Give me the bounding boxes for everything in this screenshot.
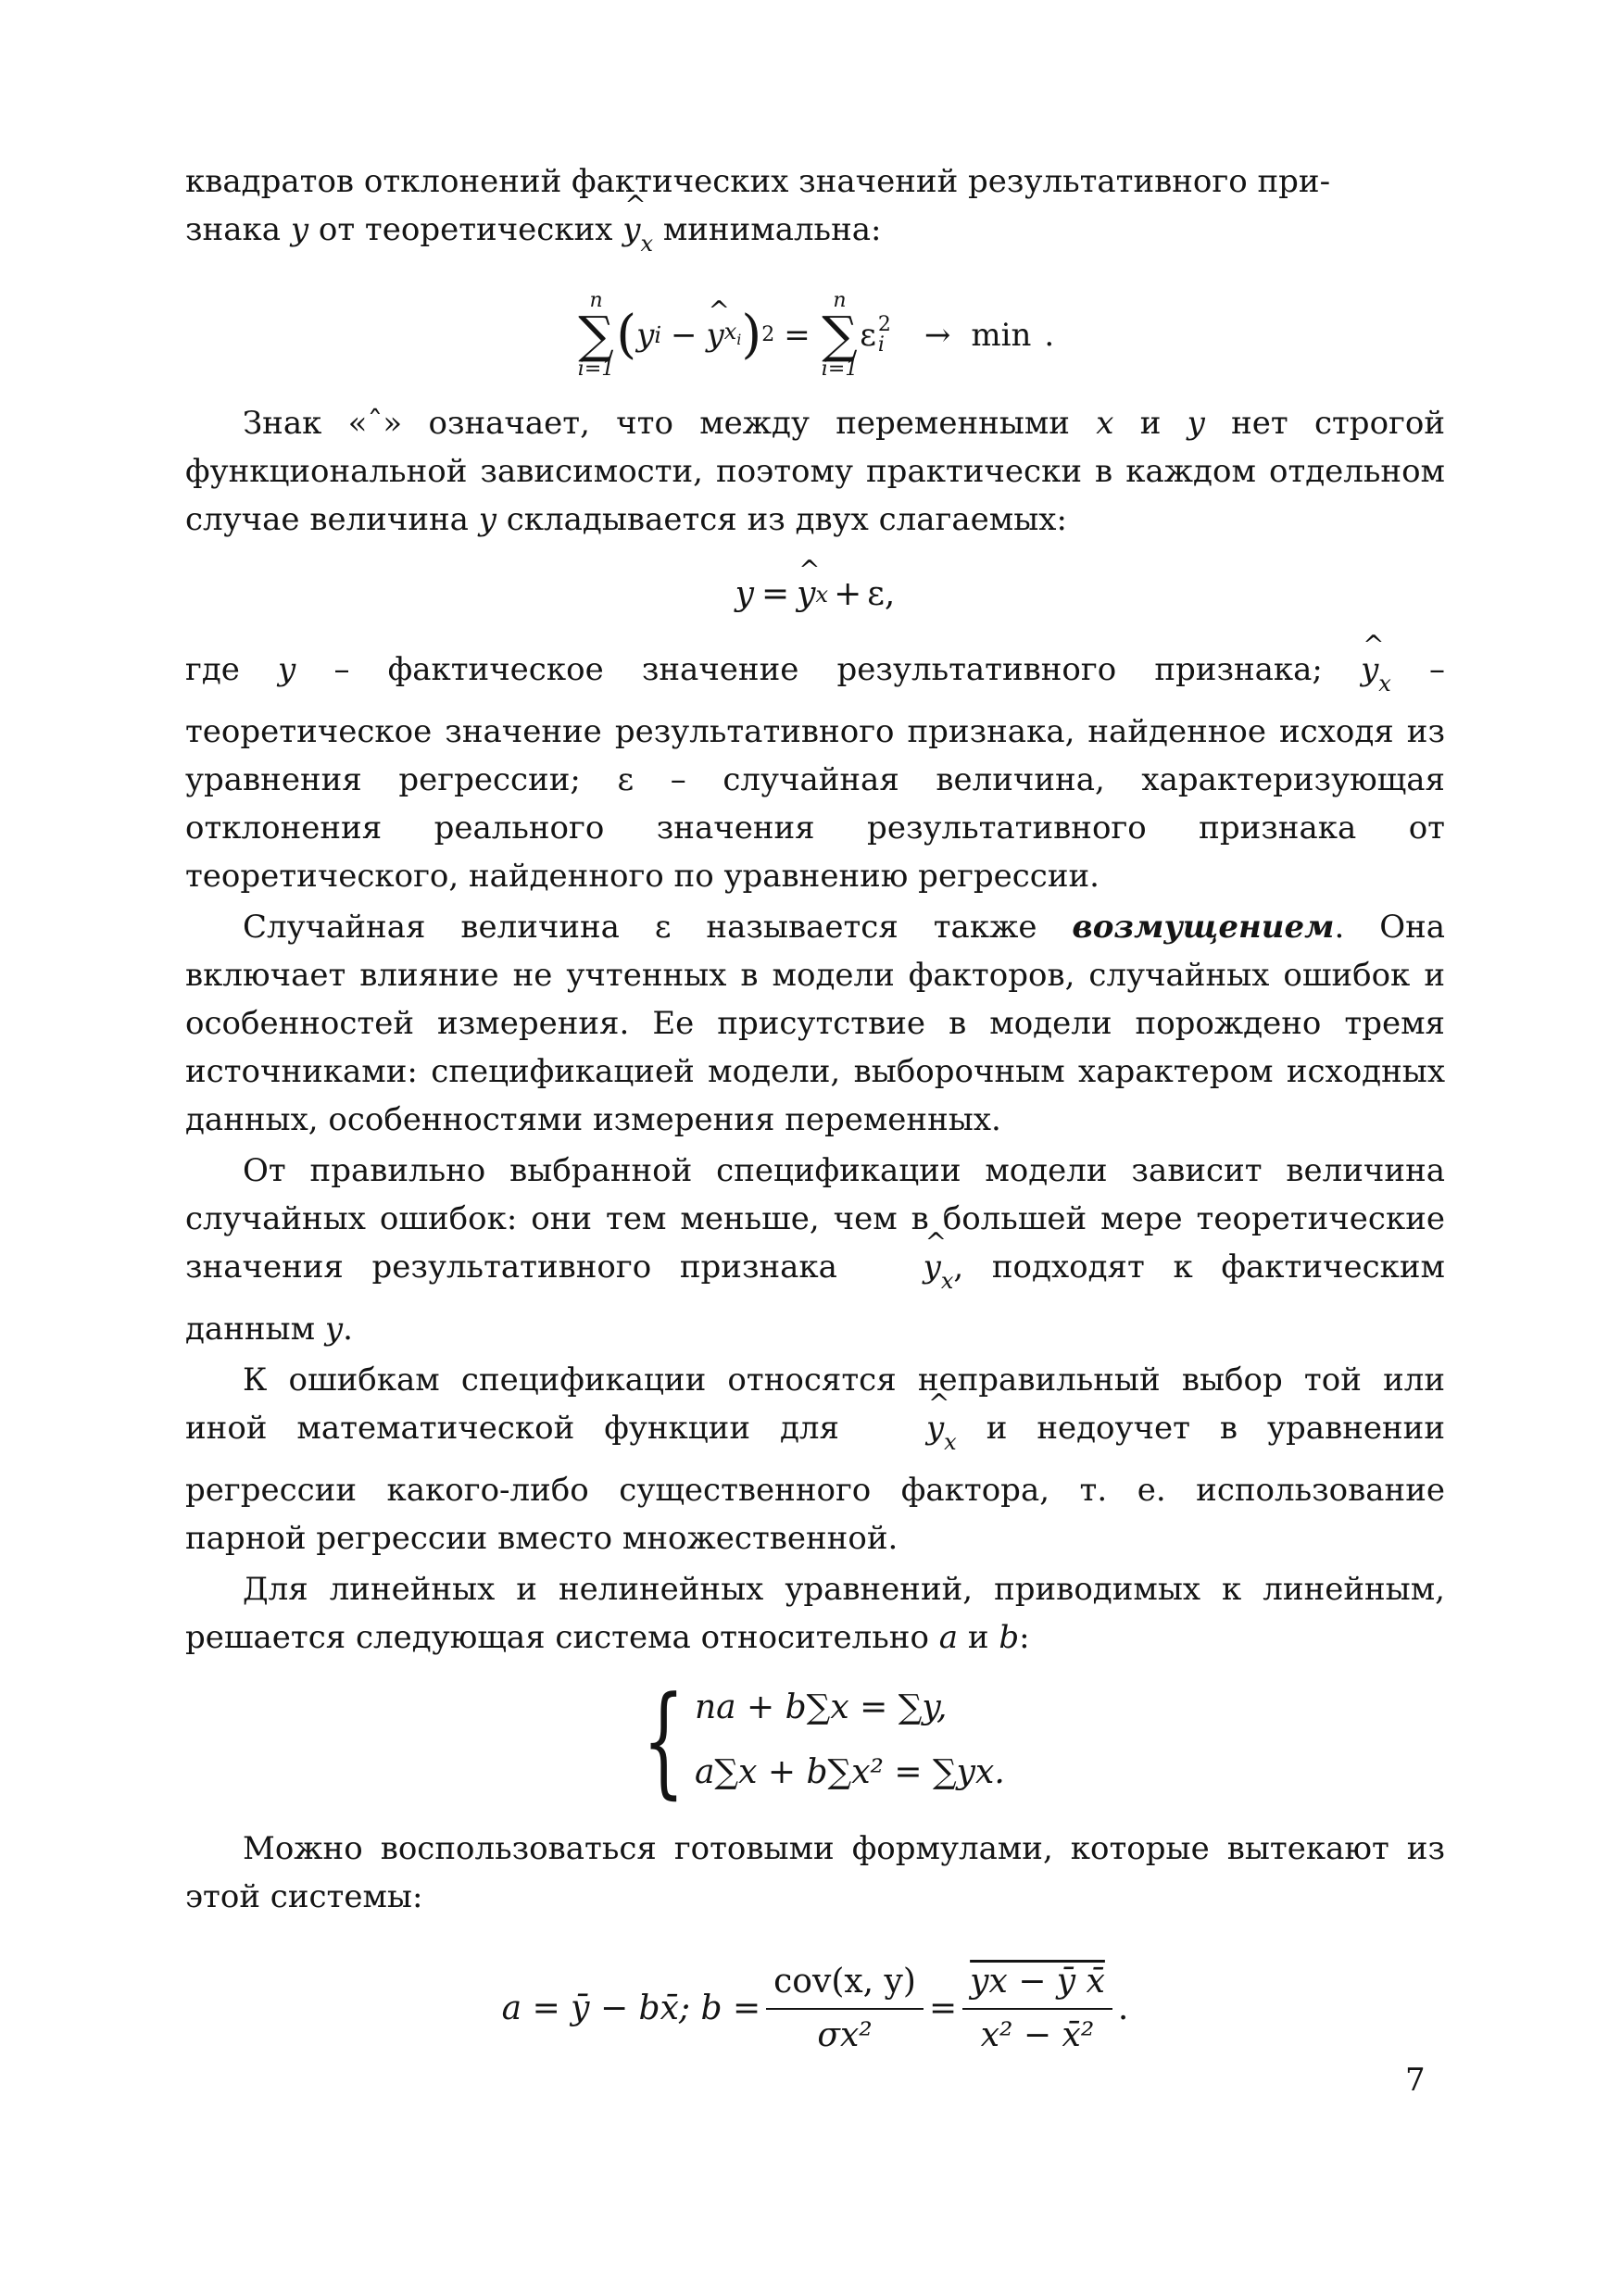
paragraph-5: От правильно выбранной спецификации модели зависит величина случайных ошибок: они тем меньше, чем в большей мере теоретические значения результативного признака ^ $y_x$, подходят к фактическим данным y. [185, 1147, 1445, 1353]
emphasis-term: возмущением [1072, 909, 1335, 946]
formula-least-squares: n ∑ i=1 ( y i − ^ y $x_i$ ) 2 = n ∑ i=1 ε 2 i → min . [185, 275, 1445, 395]
y-hat: ^ y [622, 206, 640, 254]
page-body [185, 157, 1445, 2097]
text-line: квадратов отклонений фактических значений результативного при- [185, 163, 1331, 200]
sum-operator: n ∑ i=1 [821, 289, 859, 381]
system-equation-1: na + b∑x = ∑y, [694, 1688, 948, 1726]
text-fragment: знака [185, 211, 281, 248]
text-fragment: минимальна: [662, 211, 882, 248]
fraction-means: $\frac{\text{yx − ȳ x̄}}{\text{x² − x̄²}}$ [962, 1960, 1112, 2058]
var-y: y [290, 211, 309, 248]
paragraph-7: Для линейных и нелинейных уравнений, приводимых к линейным, решается следующая система относительно a и b: [185, 1571, 1445, 1656]
page-number: 7 [1405, 2062, 1426, 2099]
paragraph-8: Можно воспользоваться готовыми формулами, которые вытекают из этой системы: [185, 1830, 1445, 1915]
paragraph-3: где y – фактическое значение результативного признака; ^ $y_x$ – теоретическое значение результативного признака, найденное исходя из уравнения регрессии; ε – случайная величина, характеризующая отклонения реального значения результативного признака от теоретического, найденного по уравнению регрессии. [185, 646, 1445, 900]
formula-normal-equations: { na + b∑x = ∑y, a∑x + b∑x² = ∑yx. [642, 1670, 1005, 1811]
text-fragment: от теоретических [318, 211, 613, 248]
paragraph-4: Случайная величина ε называется также возмущением. Она включает влияние не учтенных в модели факторов, случайных ошибок и особенностей измерения. Ее присутствие в модели порождено тремя источниками: спецификацией модели, выборочным характером исходных данных, особенностями измерения переменных. [185, 909, 1446, 1138]
formula-y-decomposition: y = ^ y x + ε , [185, 544, 1445, 646]
formula-coefficients: a = ȳ − bx̄; b = $\frac{\text{cov(x, y)}}{\text{σx²}}$ = $\frac{\text{yx − ȳ x̄}}{\text{x² − x̄²}}$ . [185, 1921, 1445, 2097]
paragraph-1: квадратов отклонений фактических значений результативного при- знака y от теоретических ^ $y_x$ минимальна: [185, 157, 1445, 268]
sum-operator: n ∑ i=1 [577, 289, 615, 381]
fraction-cov: $\frac{\text{cov(x, y)}}{\text{σx²}}$ [766, 1960, 924, 2058]
system-equation-2: a∑x + b∑x² = ∑yx. [694, 1753, 1005, 1791]
paragraph-6: К ошибкам спецификации относятся неправильный выбор той или иной математической функции для ^ $y_x$ и недоучет в уравнении регрессии какого-либо существенного фактора, т. е. использование парной регрессии вместо множественной. [185, 1356, 1445, 1562]
paragraph-2: Знак «ˆ» означает, что между переменными x и y нет строгой функциональной зависимости, поэтому практически в каждом отдельном случае величина y складывается из двух слагаемых: [185, 405, 1445, 538]
